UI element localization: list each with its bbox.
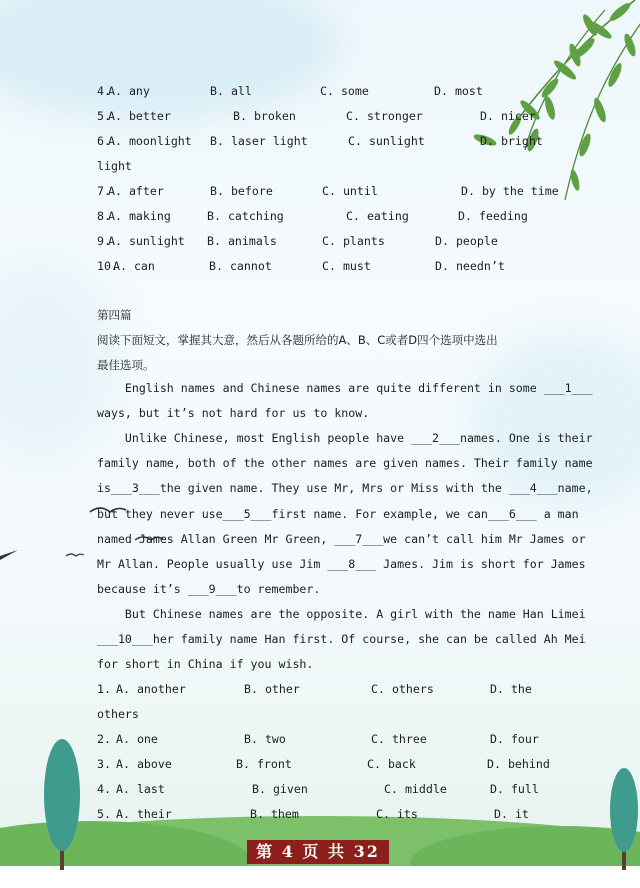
option-c[interactable]: C. stronger [346,109,423,123]
option-b[interactable]: B. before [210,184,273,198]
question-number: 3. [97,757,111,771]
option-d[interactable]: D. people [435,234,498,248]
option-d[interactable]: D. behind [487,757,550,771]
option-c[interactable]: C. middle [384,782,447,796]
option-b[interactable]: B. catching [207,209,284,223]
option-d[interactable]: D. nicer [480,109,536,123]
option-b[interactable]: B. broken [233,109,296,123]
option-number: 4. [97,84,111,98]
passage-line: ___10___her family name Han first. Of course, she can be called Ah Mei [97,632,586,646]
option-a[interactable]: others [97,707,139,721]
option-d[interactable]: D. the [490,682,532,696]
option-a[interactable]: A. any [108,84,150,98]
passage-line: family name, both of the other names are given names. Their family name [97,456,593,471]
page-number-label: 第 4 页 共 32 页 [247,840,389,864]
question-number: 2. [97,732,111,746]
option-number: 10. [97,259,118,273]
question-number: 4. [97,782,111,796]
option-number: 6. [97,134,111,148]
passage-line: for short in China if you wish. [97,657,314,672]
option-a[interactable]: A. can [113,259,155,273]
question-number: 1. [97,682,111,696]
option-d[interactable]: D. bright [480,134,543,148]
option-a[interactable]: light [97,159,132,173]
section-title: 第四篇 [97,308,132,322]
option-c[interactable]: C. back [367,757,416,771]
option-d[interactable]: D. it [494,807,529,821]
question-number: 5. [97,807,111,821]
passage-line: English names and Chinese names are quite different in some ___1___ [97,381,593,395]
option-a[interactable]: A. above [116,757,172,771]
passage-line: because it’s ___9___to remember. [97,581,321,596]
passage-line: Unlike Chinese, most English people have ___2___names. One is their [97,431,593,446]
option-c[interactable]: C. others [371,682,434,696]
option-a[interactable]: A. after [108,184,164,198]
option-number: 7. [97,184,111,198]
option-d[interactable]: D. four [490,732,539,746]
tree-left-decoration [38,735,88,875]
option-number: 5. [97,109,111,123]
instruction-line: 最佳选项。 [97,358,155,372]
passage-line: ways, but it’s not hard for us to know. [97,406,370,421]
option-a[interactable]: A. their [116,807,172,821]
option-c[interactable]: C. must [322,259,371,273]
option-c[interactable]: C. until [322,184,378,198]
option-b[interactable]: B. laser light [210,134,308,148]
option-b[interactable]: B. animals [207,234,277,248]
option-c[interactable]: C. sunlight [348,134,425,148]
option-a[interactable]: A. better [108,109,171,123]
option-a[interactable]: A. last [116,782,165,796]
option-b[interactable]: B. two [244,732,286,746]
option-a[interactable]: A. making [108,209,171,223]
option-a[interactable]: A. moonlight [108,134,192,148]
option-d[interactable]: D. feeding [458,209,528,223]
option-b[interactable]: B. given [252,782,308,796]
option-c[interactable]: C. plants [322,234,385,248]
passage-line: But Chinese names are the opposite. A girl with the name Han Limei [97,606,586,621]
option-b[interactable]: B. front [236,757,292,771]
option-a[interactable]: A. one [116,732,158,746]
option-d[interactable]: D. full [490,782,539,796]
option-b[interactable]: B. all [210,84,252,98]
option-d[interactable]: D. by the time [461,184,559,198]
option-b[interactable]: B. them [250,807,299,821]
option-number: 9. [97,234,111,248]
instruction-line: 阅读下面短文，掌握其大意，然后从各题所给的A、B、C或者D四个选项中选出 [97,333,498,347]
passage-line: named James Allan Green Mr Green, ___7___we can’t call him Mr James or [97,531,586,546]
passage-line: Mr Allan. People usually use Jim ___8___ James. Jim is short for James [97,556,586,571]
passage-line: is___3___the given name. They use Mr, Mrs or Miss with the ___4___name, [97,481,593,496]
option-b[interactable]: B. other [244,682,300,696]
option-c[interactable]: C. its [376,807,418,821]
option-c[interactable]: C. three [371,732,427,746]
option-d[interactable]: D. needn’t [435,259,505,273]
option-a[interactable]: A. another [116,682,186,696]
option-number: 8. [97,209,111,223]
option-d[interactable]: D. most [434,84,483,98]
option-b[interactable]: B. cannot [209,259,272,273]
option-c[interactable]: C. eating [346,209,409,223]
option-a[interactable]: A. sunlight [108,234,185,248]
option-c[interactable]: C. some [320,84,369,98]
tree-right-decoration [604,765,640,875]
passage-line: but they never use___5___first name. For example, we can___6___ a man [97,506,579,521]
